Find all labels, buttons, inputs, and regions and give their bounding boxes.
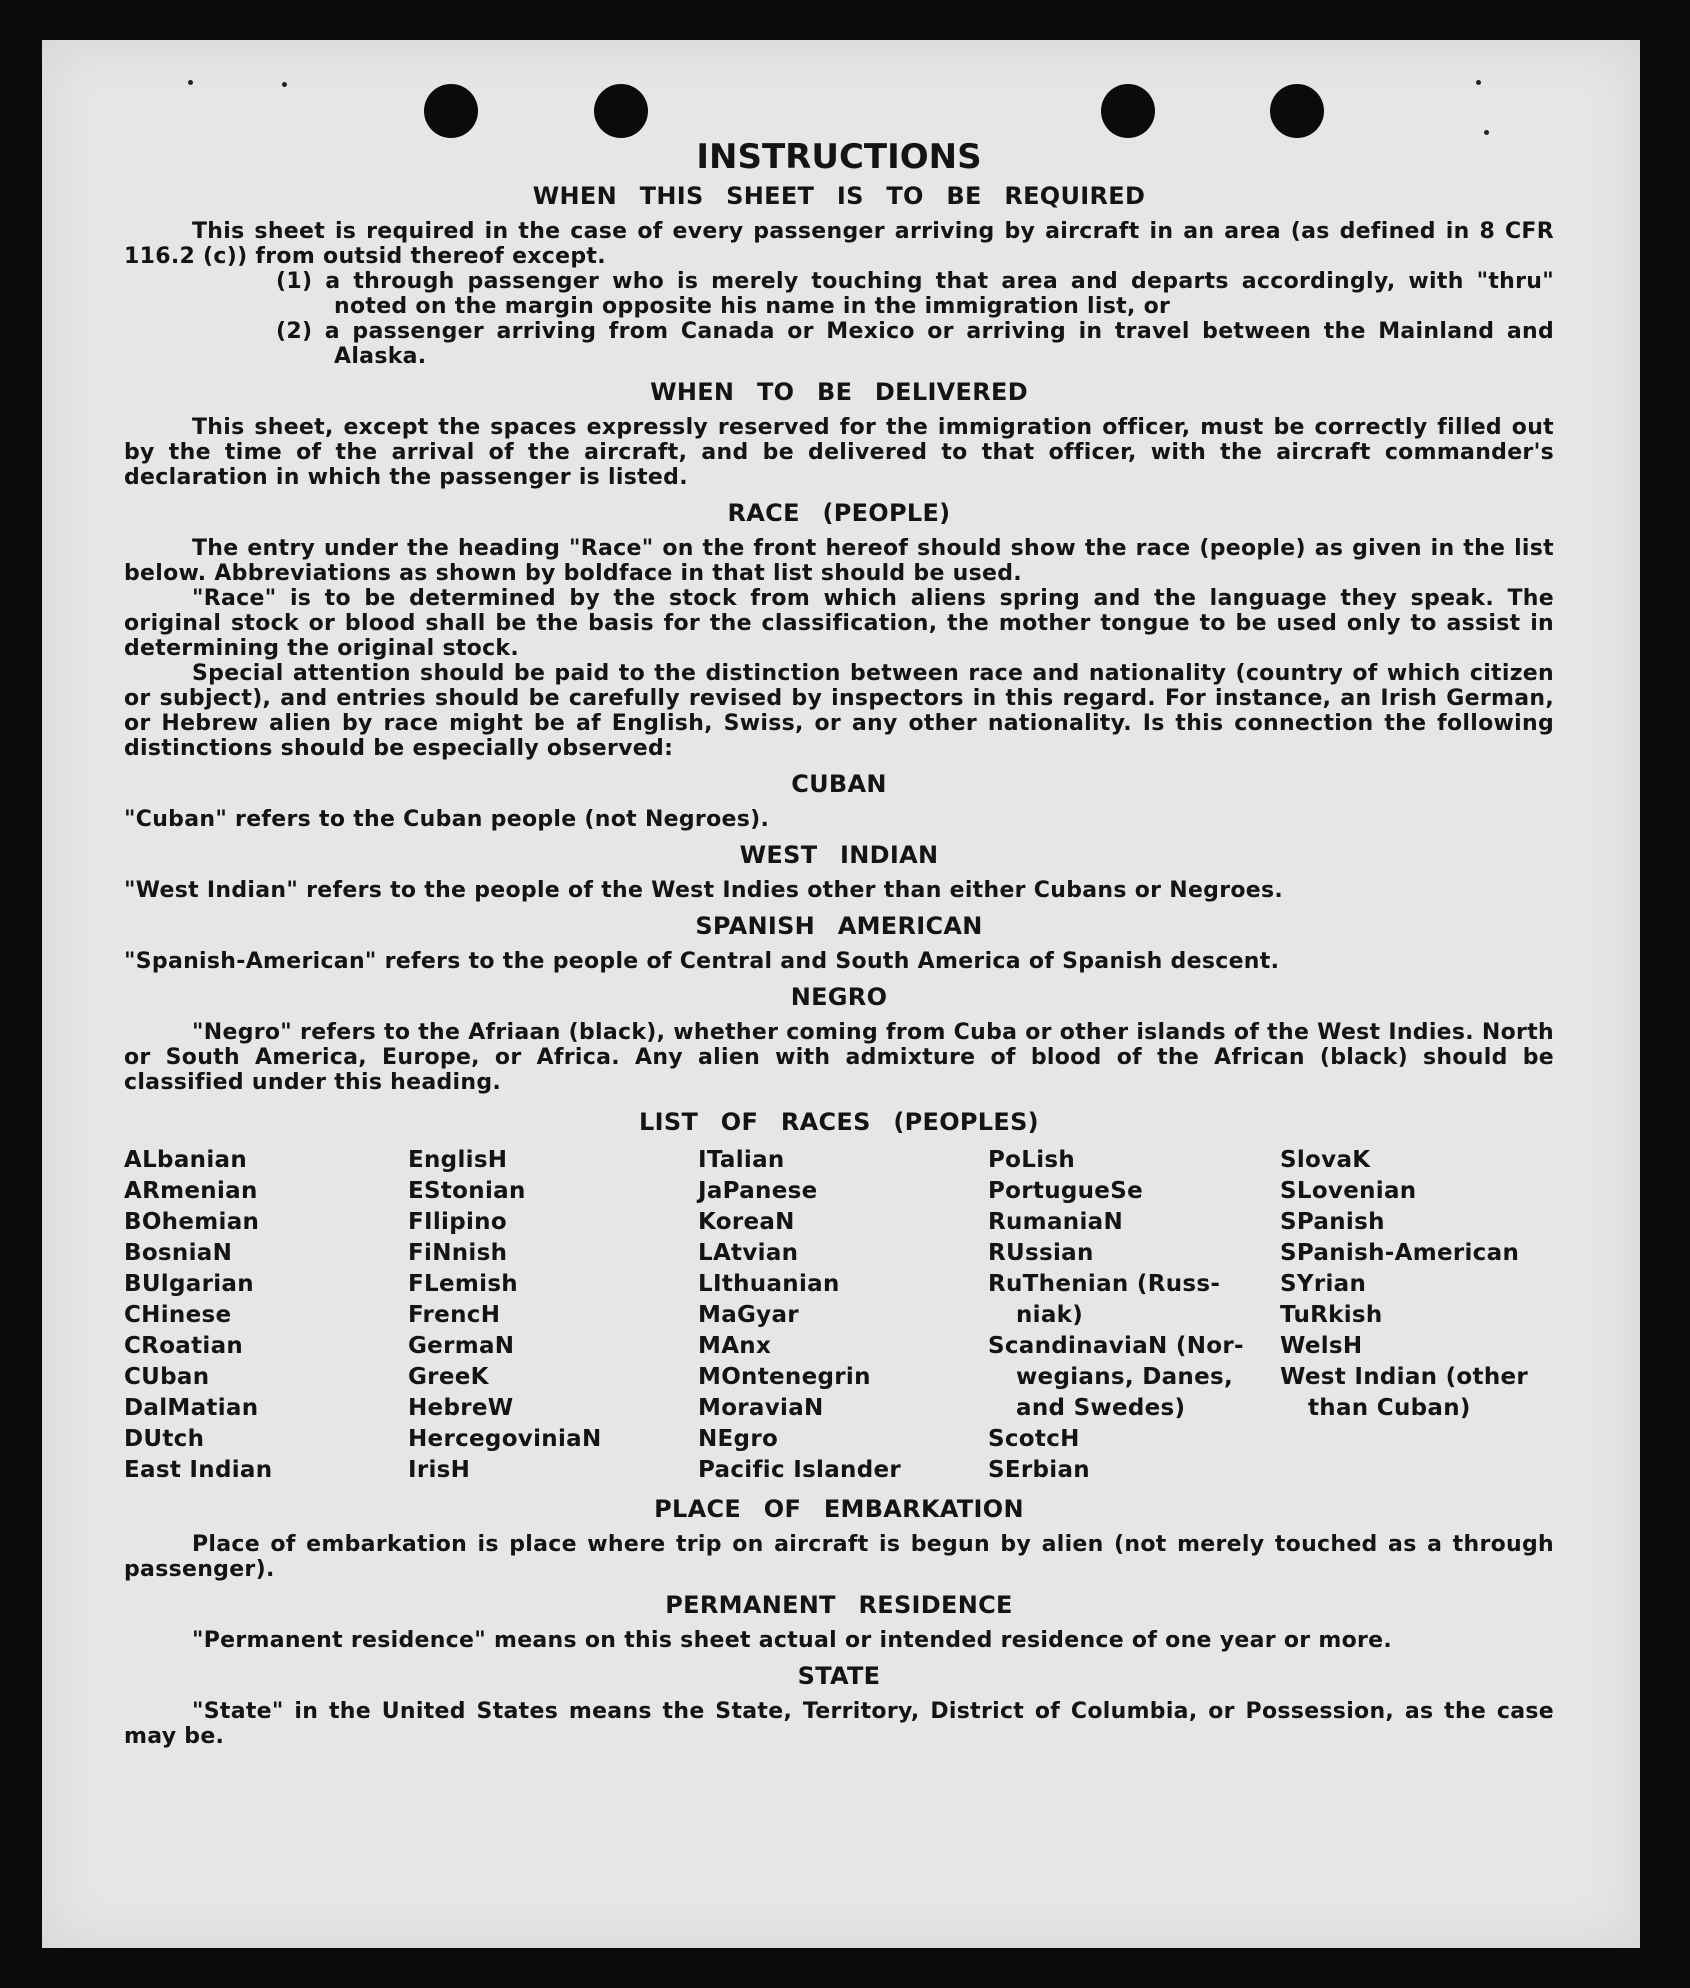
race-item: HebreW	[408, 1395, 514, 1421]
paragraph-race-3: Special attention should be paid to the distinction between race and nationality (country of which citizen or subject), and entries should be carefully revised by inspectors in this regard. For instance, an Irish German, or Hebrew alien by race might be af English, Swiss, or any other nationality. Is this connection the following distinctions should be especially observed:	[124, 661, 1554, 761]
race-item: FIlipino	[408, 1209, 507, 1235]
race-item: LIthuanian	[698, 1271, 840, 1297]
paragraph-permanent-residence: "Permanent residence" means on this sheet actual or intended residence of one year or more.	[192, 1628, 1393, 1653]
race-item: IrisH	[408, 1457, 471, 1483]
race-item: CRoatian	[124, 1333, 244, 1359]
races-column-3	[698, 1145, 988, 1486]
race-item: West Indian (other	[1280, 1364, 1529, 1390]
exception-item-2: (2) a passenger arriving from Canada or Mexico or arriving in travel between the Mainland and Alaska.	[276, 319, 1554, 369]
race-item: ITalian	[698, 1147, 785, 1173]
race-item: CHinese	[124, 1302, 232, 1328]
race-item-continuation: niak)	[1016, 1302, 1084, 1328]
race-item: MaGyar	[698, 1302, 799, 1328]
punch-hole	[424, 84, 478, 138]
heading-state: STATE	[797, 1662, 881, 1690]
races-column-1	[124, 1145, 408, 1486]
race-item: GreeK	[408, 1364, 489, 1390]
page-title: INSTRUCTIONS	[696, 137, 982, 177]
race-item: SYrian	[1280, 1271, 1367, 1297]
race-item: BUlgarian	[124, 1271, 254, 1297]
heading-when-delivered: WHEN TO BE DELIVERED	[650, 378, 1028, 406]
race-item: NEgro	[698, 1426, 779, 1452]
paragraph-delivered: This sheet, except the spaces expressly reserved for the immigration officer, must be correctly filled out by the time of the arrival of the aircraft, and be delivered to that officer, with the aircraft commander's declaration in which the passenger is listed.	[124, 415, 1554, 490]
paragraph-race-1: The entry under the heading "Race" on the front hereof should show the race (people) as given in the list below. Abbreviations as shown by boldface in that list should be used.	[124, 536, 1554, 586]
race-item: ScandinaviaN (Nor-	[988, 1333, 1244, 1359]
race-item: DalMatian	[124, 1395, 259, 1421]
punch-hole	[594, 84, 648, 138]
race-item: East Indian	[124, 1457, 273, 1483]
heading-west-indian: WEST INDIAN	[739, 841, 939, 869]
race-item: PortugueSe	[988, 1178, 1143, 1204]
document-page	[42, 40, 1640, 1948]
race-item: SPanish-American	[1280, 1240, 1520, 1266]
races-list	[124, 1145, 1554, 1486]
paragraph-state: "State" in the United States means the State, Territory, District of Columbia, or Possession, as the case may be.	[124, 1699, 1554, 1749]
races-column-5	[1280, 1145, 1550, 1486]
race-item-continuation: wegians, Danes,	[1016, 1364, 1234, 1390]
race-item: GermaN	[408, 1333, 515, 1359]
heading-permanent-residence: PERMANENT RESIDENCE	[665, 1591, 1013, 1619]
race-item: WelsH	[1280, 1333, 1363, 1359]
paragraph-cuban: "Cuban" refers to the Cuban people (not Negroes).	[124, 807, 770, 832]
punch-hole	[1101, 84, 1155, 138]
race-item: FiNnish	[408, 1240, 508, 1266]
punch-hole	[1270, 84, 1324, 138]
race-item-continuation: and Swedes)	[1016, 1395, 1186, 1421]
race-item: RUssian	[988, 1240, 1094, 1266]
paragraph-negro: "Negro" refers to the Afriaan (black), whether coming from Cuba or other islands of the West Indies. North or South America, Europe, or Africa. Any alien with admixture of blood of the African (black) should be classified under this heading.	[124, 1020, 1554, 1095]
paragraph-race-2: "Race" is to be determined by the stock from which aliens spring and the language they speak. The original stock or blood shall be the basis for the classification, the mother tongue to be used only to assist in determining the original stock.	[124, 586, 1554, 661]
race-item: ScotcH	[988, 1426, 1080, 1452]
race-item: BosniaN	[124, 1240, 233, 1266]
heading-race: RACE (PEOPLE)	[727, 499, 951, 527]
race-item: ARmenian	[124, 1178, 258, 1204]
race-item: RumaniaN	[988, 1209, 1123, 1235]
heading-list-of-races: LIST OF RACES (PEOPLES)	[639, 1108, 1039, 1136]
race-item: SlovaK	[1280, 1147, 1371, 1173]
paragraph-required-intro: This sheet is required in the case of every passenger arriving by aircraft in an area (as defined in 8 CFR 116.2 (c)) from outsid thereof except.	[124, 219, 1554, 269]
race-item: ALbanian	[124, 1147, 247, 1173]
paragraph-embarkation: Place of embarkation is place where trip on aircraft is begun by alien (not merely touched as a through passenger).	[124, 1532, 1554, 1582]
race-item-continuation: than Cuban)	[1308, 1395, 1471, 1421]
race-item: FrencH	[408, 1302, 501, 1328]
race-item: FLemish	[408, 1271, 518, 1297]
race-item: EStonian	[408, 1178, 526, 1204]
exception-item-1: (1) a through passenger who is merely touching that area and departs accordingly, with "thru" noted on the margin opposite his name in the immigration list, or	[276, 269, 1554, 319]
race-item: KoreaN	[698, 1209, 795, 1235]
speck	[282, 82, 287, 87]
race-item: Pacific Islander	[698, 1457, 902, 1483]
paragraph-spanish-american: "Spanish-American" refers to the people of Central and South America of Spanish descent.	[124, 949, 1280, 974]
heading-spanish-american: SPANISH AMERICAN	[695, 912, 983, 940]
race-item: EnglisH	[408, 1147, 508, 1173]
instructions-text	[124, 135, 1554, 1749]
race-item: LAtvian	[698, 1240, 799, 1266]
race-item: BOhemian	[124, 1209, 260, 1235]
race-item: JaPanese	[698, 1178, 818, 1204]
races-column-2	[408, 1145, 698, 1486]
speck	[1476, 80, 1481, 85]
race-item: SErbian	[988, 1457, 1090, 1483]
race-item: CUban	[124, 1364, 210, 1390]
race-item: MAnx	[698, 1333, 772, 1359]
race-item: RuThenian (Russ-	[988, 1271, 1221, 1297]
race-item: PoLish	[988, 1147, 1076, 1173]
races-column-4	[988, 1145, 1280, 1486]
race-item: DUtch	[124, 1426, 205, 1452]
race-item: TuRkish	[1280, 1302, 1383, 1328]
race-item: SLovenian	[1280, 1178, 1417, 1204]
race-item: MoraviaN	[698, 1395, 824, 1421]
race-item: HercegoviniaN	[408, 1426, 602, 1452]
heading-embarkation: PLACE OF EMBARKATION	[654, 1495, 1024, 1523]
race-item: MOntenegrin	[698, 1364, 871, 1390]
heading-cuban: CUBAN	[791, 770, 887, 798]
heading-when-required: WHEN THIS SHEET IS TO BE REQUIRED	[532, 182, 1146, 210]
paragraph-west-indian: "West Indian" refers to the people of the West Indies other than either Cubans or Negroes.	[124, 878, 1284, 903]
heading-negro: NEGRO	[790, 983, 888, 1011]
race-item: SPanish	[1280, 1209, 1385, 1235]
speck	[188, 80, 193, 85]
